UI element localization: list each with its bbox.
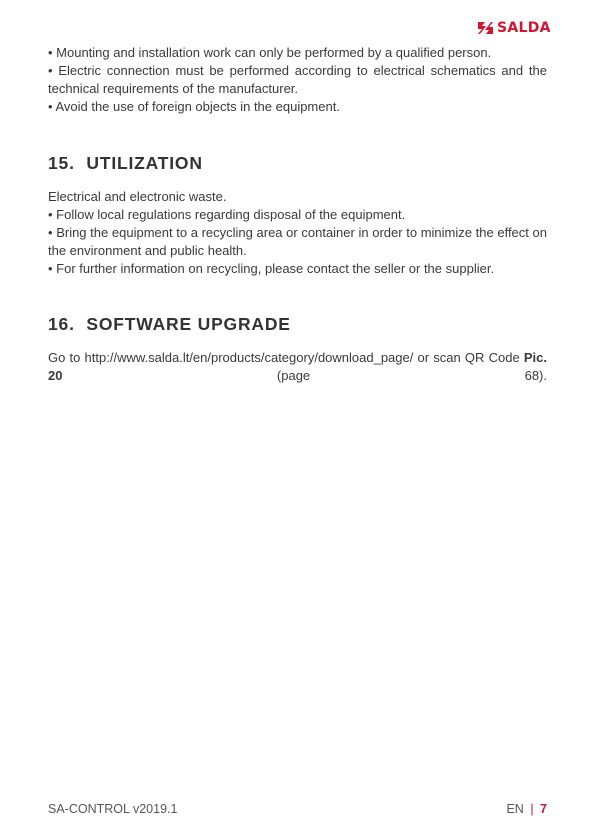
section-number: 15.: [48, 153, 75, 173]
bullet-item: • Follow local regulations regarding disposal of the equipment.: [48, 207, 406, 222]
intro-bullets: [48, 44, 547, 116]
bullet-item: • Bring the equipment to a recycling area or container in order to minimize the effect on the environment and public health.: [48, 225, 547, 258]
bullet-item: • Electric connection must be performed according to electrical schematics and the technical requirements of the manufacturer.: [48, 63, 547, 96]
section-number: 16.: [48, 314, 75, 334]
section-15-body: [48, 188, 547, 278]
separator: |: [530, 802, 534, 816]
salda-logo-icon: [477, 21, 494, 35]
salda-logo: [477, 20, 551, 36]
page-indicator: [506, 802, 547, 816]
bullet-item: • Avoid the use of foreign objects in the equipment.: [48, 99, 340, 114]
section-16-heading: [48, 313, 547, 335]
page-number: 7: [540, 802, 547, 816]
section-title: SOFTWARE UPGRADE: [86, 314, 291, 334]
software-upgrade-text: [48, 349, 547, 385]
page-footer: [48, 802, 547, 816]
document-id: SA-CONTROL v2019.1: [48, 802, 178, 816]
section-15-heading: [48, 152, 547, 174]
page-content: [48, 44, 547, 385]
bullet-item: • Mounting and installation work can only be performed by a qualified person.: [48, 45, 492, 60]
section-title: UTILIZATION: [86, 153, 203, 173]
paragraph: Electrical and electronic waste.: [48, 189, 227, 204]
bullet-item: • For further information on recycling, please contact the seller or the supplier.: [48, 261, 495, 276]
language-code: EN: [506, 802, 524, 816]
pic-reference: Pic. 20: [48, 350, 547, 383]
upgrade-instruction: Go to http://www.salda.lt/en/products/category/download_page/ or scan QR Code: [48, 350, 524, 365]
logo-text: SALDA: [497, 20, 551, 36]
page-reference: (page 68).: [62, 368, 547, 383]
